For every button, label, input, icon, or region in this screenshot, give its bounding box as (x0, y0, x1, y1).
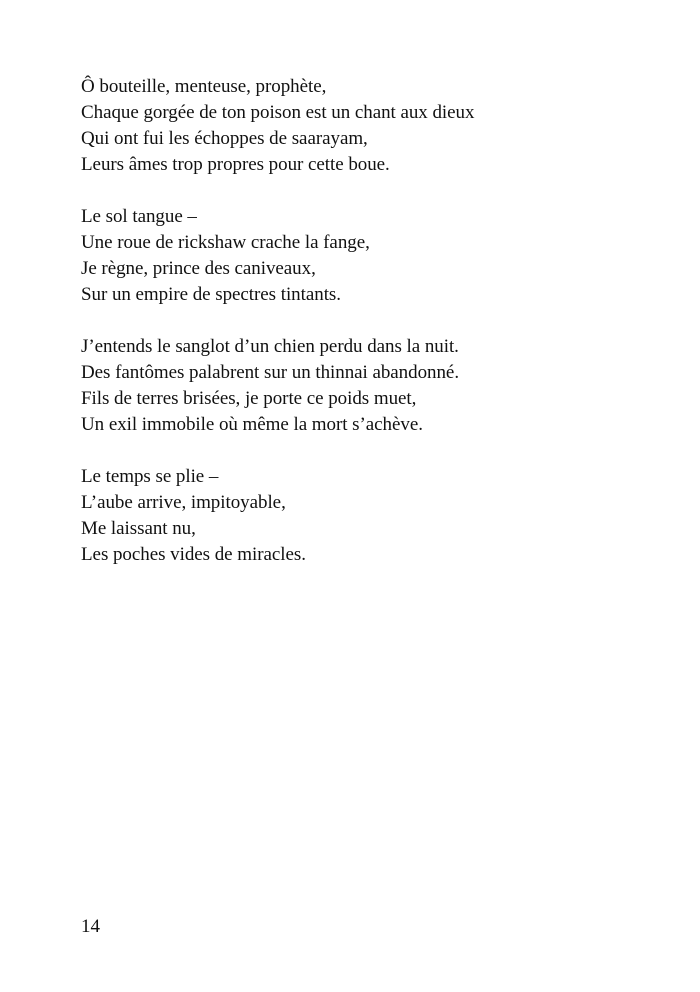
poem-line: Sur un empire de spectres tintants. (81, 284, 341, 305)
poem-line: Le sol tangue – (81, 206, 197, 227)
poem-line: Le temps se plie – (81, 466, 219, 487)
poem-line: Ô bouteille, menteuse, prophète, (81, 76, 327, 97)
poem-line: Qui ont fui les échoppes de saarayam, (81, 128, 368, 149)
page-number: 14 (81, 916, 100, 937)
poem-line: J’entends le sanglot d’un chien perdu dans la nuit. (81, 336, 459, 357)
poem-line: Fils de terres brisées, je porte ce poids muet, (81, 388, 417, 409)
stanza-1 (81, 74, 641, 178)
poem-line: Un exil immobile où même la mort s’achève. (81, 414, 423, 435)
poem-line: Je règne, prince des caniveaux, (81, 258, 316, 279)
poem-line: L’aube arrive, impitoyable, (81, 492, 286, 513)
poem-line: Me laissant nu, (81, 518, 196, 539)
poem-line: Une roue de rickshaw crache la fange, (81, 232, 370, 253)
poem-line: Chaque gorgée de ton poison est un chant aux dieux (81, 102, 475, 123)
stanza-2 (81, 204, 641, 308)
stanza-4 (81, 464, 641, 568)
poem-line: Des fantômes palabrent sur un thinnai abandonné. (81, 362, 460, 383)
poem-body (81, 74, 641, 594)
poem-line: Leurs âmes trop propres pour cette boue. (81, 154, 390, 175)
stanza-3 (81, 334, 641, 438)
poem-line: Les poches vides de miracles. (81, 544, 306, 565)
